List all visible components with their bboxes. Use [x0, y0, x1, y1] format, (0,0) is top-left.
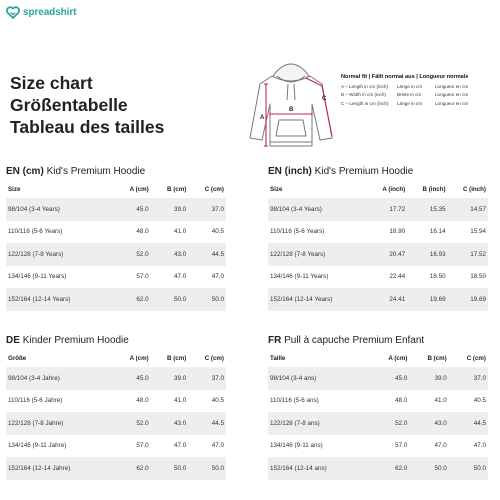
size-cell: 134/146 (9-11 Years) [270, 273, 329, 281]
size-cell: 122/128 (7-8 ans) [268, 412, 371, 435]
measure-cell: 50.0 [409, 457, 448, 480]
measure-cell: 43.0 [151, 412, 189, 435]
title-fr: Tableau des tailles [10, 117, 165, 137]
measure-cell: 17.52 [448, 243, 488, 266]
size-table-fr [268, 333, 488, 480]
table-title: EN (cm) Kid's Premium Hoodie [6, 166, 146, 177]
measure-cell: 18.90 [389, 228, 406, 236]
measure-cell: 40.5 [211, 397, 224, 405]
measure-cell: 41.0 [174, 397, 187, 405]
measure-cell: 39.0 [151, 198, 189, 221]
legend-row: B – Width in cm (inch) Breite in cm Longueur en cm [341, 92, 469, 97]
measure-cell: 47.0 [211, 442, 224, 450]
measure-cell: 17.72 [367, 198, 407, 221]
table-title: DE Kinder Premium Hoodie [6, 335, 129, 346]
table-row [268, 412, 488, 435]
measure-cell: 50.0 [188, 288, 226, 311]
size-cell: 98/104 (3-4 Years) [268, 198, 367, 221]
diagram-label-b: B [289, 107, 294, 113]
size-table [268, 180, 488, 311]
size-table [268, 349, 488, 480]
table-row [6, 390, 226, 413]
size-cell: 134/146 (9-11 Years) [8, 273, 67, 281]
table-row [6, 243, 226, 266]
legend-row: A – Length in cm (inch) Länge in cm Longueur en cm [341, 83, 469, 89]
size-cell: 98/104 (3-4 Years) [6, 198, 113, 221]
measure-cell: 41.0 [174, 228, 187, 236]
size-cell: 122/128 (7-8 Years) [268, 243, 367, 266]
measure-cell: 48.0 [395, 397, 408, 405]
measure-cell: 48.0 [136, 228, 149, 236]
measure-cell: 57.0 [136, 273, 149, 281]
measure-cell: 48.0 [136, 397, 149, 405]
table-header-row: Taille A (cm) B (cm) C (cm) [270, 354, 486, 362]
table-row [6, 457, 226, 480]
measure-cell: 52.0 [113, 412, 150, 435]
table-title: FR Pull à capuche Premium Enfant [268, 335, 425, 346]
size-cell: 110/116 (5-6 Years) [8, 228, 63, 236]
measure-cell: 45.0 [371, 367, 410, 390]
measure-cell: 15.94 [470, 228, 486, 236]
measure-cell: 62.0 [113, 288, 150, 311]
title-de: Größentabelle [10, 95, 128, 115]
table-row [6, 221, 226, 244]
measure-cell: 52.0 [371, 412, 410, 435]
size-table [6, 180, 226, 311]
hoodie-diagram [246, 56, 336, 154]
measurement-legend [341, 73, 468, 108]
brand-name: spreadshirt [23, 7, 77, 18]
measure-cell: 15.35 [407, 198, 447, 221]
size-table-en-cm [6, 164, 226, 311]
table-row [268, 243, 488, 266]
table-header-row: Size A (inch) B (inch) C (inch) [270, 185, 486, 193]
measure-cell: 37.0 [188, 367, 226, 390]
table-row [268, 367, 488, 390]
measure-cell: 24.41 [367, 288, 407, 311]
measure-cell: 45.0 [113, 367, 150, 390]
measure-cell: 44.5 [449, 412, 488, 435]
measure-cell: 19.69 [448, 288, 488, 311]
title-en: Size chart [10, 73, 93, 93]
size-cell: 98/104 (3-4 ans) [268, 367, 371, 390]
heart-logo-icon [6, 6, 20, 19]
measure-cell: 19.69 [407, 288, 447, 311]
measure-cell: 22.44 [389, 273, 406, 281]
table-row [6, 367, 226, 390]
legend-heading: Normal fit | Fällt normal aus | Longueur normale [341, 74, 469, 80]
size-cell: 110/116 (5-6 Years) [270, 228, 325, 236]
measure-cell: 50.0 [449, 457, 488, 480]
measure-cell: 50.0 [151, 457, 189, 480]
measure-cell: 37.0 [188, 198, 226, 221]
table-row [6, 288, 226, 311]
table-row [268, 457, 488, 480]
measure-cell: 39.0 [409, 367, 448, 390]
table-header-row: Size A (cm) B (cm) C (cm) [8, 185, 224, 193]
measure-cell: 39.0 [151, 367, 189, 390]
measure-cell: 50.0 [188, 457, 226, 480]
diagram-label-c: C [322, 96, 327, 102]
measure-cell: 18.50 [429, 273, 446, 281]
table-title: EN (inch) Kid's Premium Hoodie [268, 166, 414, 177]
table-row [268, 221, 488, 244]
diagram-label-a: A [260, 115, 265, 121]
table-row [6, 412, 226, 435]
measure-cell: 43.0 [409, 412, 448, 435]
size-table-en-inch [268, 164, 488, 311]
measure-cell: 45.0 [113, 198, 150, 221]
size-table [6, 349, 226, 480]
measure-cell: 16.93 [407, 243, 447, 266]
table-header-row: Größe A (cm) B (cm) C (cm) [8, 354, 224, 362]
size-cell: 122/128 (7-8 Jahre) [6, 412, 113, 435]
measure-cell: 14.57 [448, 198, 488, 221]
measure-cell: 47.0 [473, 442, 486, 450]
measure-cell: 40.5 [211, 228, 224, 236]
table-row [6, 266, 226, 289]
measure-cell: 62.0 [371, 457, 410, 480]
table-row [268, 266, 488, 289]
measure-cell: 41.0 [434, 397, 447, 405]
table-row [268, 390, 488, 413]
measure-cell: 47.0 [434, 442, 447, 450]
measure-cell: 44.5 [188, 412, 226, 435]
measure-cell: 57.0 [395, 442, 408, 450]
measure-cell: 20.47 [367, 243, 407, 266]
size-cell: 134/146 (9-11 ans) [270, 442, 323, 450]
size-cell: 134/146 (9-11 Jahre) [8, 442, 67, 450]
table-row [268, 288, 488, 311]
measure-cell: 40.5 [473, 397, 486, 405]
size-cell: 98/104 (3-4 Jahre) [6, 367, 113, 390]
size-cell: 122/128 (7-8 Years) [6, 243, 113, 266]
page-titles [10, 72, 164, 138]
measure-cell: 62.0 [113, 457, 150, 480]
size-cell: 110/116 (5-6 ans) [270, 397, 319, 405]
measure-cell: 52.0 [113, 243, 150, 266]
measure-cell: 43.0 [151, 243, 189, 266]
brand-logo[interactable] [6, 6, 76, 19]
measure-cell: 44.5 [188, 243, 226, 266]
table-row [268, 198, 488, 221]
table-row [6, 435, 226, 458]
measure-cell: 47.0 [174, 442, 187, 450]
table-row [268, 435, 488, 458]
measure-cell: 57.0 [136, 442, 149, 450]
measure-cell: 16.14 [429, 228, 446, 236]
size-cell: 110/116 (5-6 Jahre) [8, 397, 63, 405]
legend-row: C – Length in cm (inch) Länge in cm Longueur en cm [341, 100, 469, 106]
size-table-de [6, 333, 226, 480]
measure-cell: 47.0 [211, 273, 224, 281]
size-cell: 152/164 (12-14 Years) [6, 288, 113, 311]
table-row [6, 198, 226, 221]
measure-cell: 50.0 [151, 288, 189, 311]
size-cell: 152/164 (12-14 Jahre) [6, 457, 113, 480]
measure-cell: 18.50 [470, 273, 486, 281]
measure-cell: 47.0 [174, 273, 187, 281]
size-cell: 152/164 (12-14 Years) [268, 288, 367, 311]
size-cell: 152/164 (12-14 ans) [268, 457, 371, 480]
measure-cell: 37.0 [449, 367, 488, 390]
